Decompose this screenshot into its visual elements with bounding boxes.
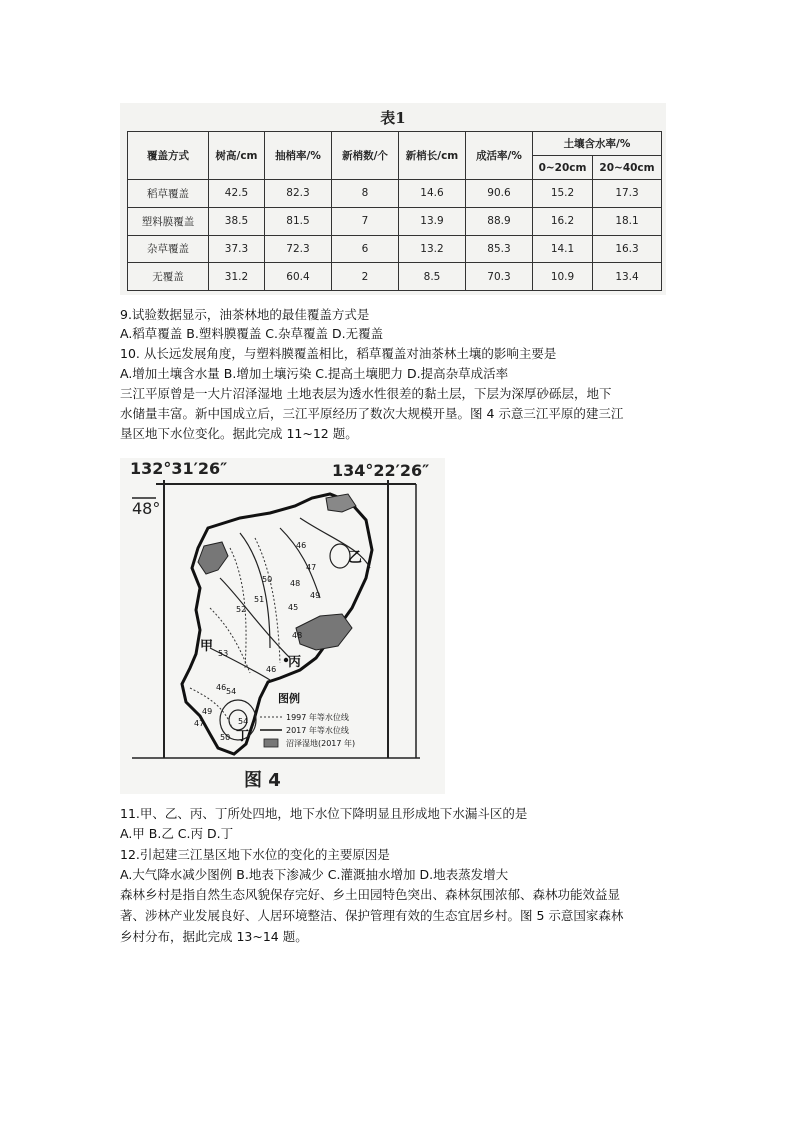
table-cell: 88.9	[466, 207, 533, 235]
q9-options: A.稻草覆盖 B.塑料膜覆盖 C.杂草覆盖 D.无覆盖	[120, 326, 384, 341]
contour-label: 54	[226, 687, 237, 696]
table-cell: 14.6	[399, 180, 466, 208]
contour-label: 54	[238, 717, 249, 726]
table-cell: 60.4	[265, 263, 332, 291]
table-cell: 85.3	[466, 235, 533, 263]
contour-label: 51	[254, 595, 265, 604]
table-cell: 14.1	[533, 235, 593, 263]
table-cell: 72.3	[265, 235, 332, 263]
contour-label: 47	[194, 719, 205, 728]
table-cell: 37.3	[209, 235, 265, 263]
table-cell: 8.5	[399, 263, 466, 291]
table-cell: 16.2	[533, 207, 593, 235]
contour-label: 52	[236, 605, 247, 614]
table-cell: 13.2	[399, 235, 466, 263]
table-title: 表1	[380, 109, 406, 127]
place-ding: 丁	[236, 729, 250, 744]
table-cell: 7	[332, 207, 399, 235]
lon-right-label: 134°22′26″	[332, 461, 430, 480]
legend-1997: 1997 年等水位线	[286, 713, 349, 722]
contour-label: 49	[310, 591, 321, 600]
q12-options: A.大气降水减少图例 B.地表下渗减少 C.灌溉抽水增加 D.地表蒸发增大	[120, 867, 509, 882]
legend-2017: 2017 年等水位线	[286, 726, 349, 735]
th-new-shoots: 新梢数/个	[332, 132, 399, 180]
table-row	[128, 180, 662, 208]
th-shoot-rate: 抽梢率/%	[265, 132, 332, 180]
table-cell: 70.3	[466, 263, 533, 291]
table-cell: 10.9	[533, 263, 593, 291]
contour-label: 50	[220, 733, 231, 742]
data-table	[127, 131, 662, 291]
table-cell: 无覆盖	[128, 263, 209, 291]
table-cell: 杂草覆盖	[128, 235, 209, 263]
table-cell: 42.5	[209, 180, 265, 208]
q12-stem: 12.引起建三江垦区地下水位的变化的主要原因是	[120, 847, 390, 862]
table-scan	[120, 103, 666, 295]
th-soil: 土壤含水率/%	[533, 132, 662, 156]
place-bing: 丙	[288, 655, 302, 670]
table-cell: 6	[332, 235, 399, 263]
table-cell: 90.6	[466, 180, 533, 208]
q11-options: A.甲 B.乙 C.丙 D.丁	[120, 826, 234, 841]
contour-label: 48	[290, 579, 301, 588]
legend-title: 图例	[278, 692, 300, 705]
contour-label: 48	[292, 631, 303, 640]
contour-label: 46	[296, 541, 307, 550]
contour-label: 53	[218, 649, 229, 658]
th-method: 覆盖方式	[128, 132, 209, 180]
table-cell: 13.9	[399, 207, 466, 235]
table-cell: 38.5	[209, 207, 265, 235]
table-cell: 18.1	[593, 207, 662, 235]
passage2-line2: 著、涉林产业发展良好、人居环境整洁、保护管理有效的生态宜居乡村。图 5 示意国家森林	[120, 908, 624, 923]
table-cell: 82.3	[265, 180, 332, 208]
contour-label: 46	[266, 665, 277, 674]
table-cell: 16.3	[593, 235, 662, 263]
legend-wetland: 沼泽湿地(2017 年)	[286, 739, 356, 748]
place-jia: 甲	[200, 639, 214, 654]
contour-label: 49	[202, 707, 213, 716]
map-figure	[120, 458, 445, 794]
th-depth2: 20~40cm	[593, 156, 662, 180]
place-yi: 乙	[348, 550, 362, 566]
q10-options: A.增加土壤含水量 B.增加土壤污染 C.提高土壤肥力 D.提高杂草成活率	[120, 366, 509, 381]
wetland-patch	[198, 542, 228, 574]
wetland-patch	[326, 494, 356, 512]
table-cell: 31.2	[209, 263, 265, 291]
table-cell: 81.5	[265, 207, 332, 235]
table-row	[128, 263, 662, 291]
q11-stem: 11.甲、乙、丙、丁所处四地，地下水位下降明显且形成地下水漏斗区的是	[120, 806, 528, 821]
table-row	[128, 235, 662, 263]
lon-left-label: 132°31′26″	[130, 459, 228, 478]
contour-label: 45	[288, 603, 299, 612]
table-cell: 2	[332, 263, 399, 291]
passage1-line3: 垦区地下水位变化。据此完成 11~12 题。	[120, 426, 358, 441]
figure-caption: 图 4	[244, 770, 281, 791]
lat-label: 48°	[132, 499, 161, 518]
map-svg	[120, 458, 445, 794]
table-cell: 8	[332, 180, 399, 208]
th-survival: 成活率/%	[466, 132, 533, 180]
q9-stem: 9.试验数据显示，油茶林地的最佳覆盖方式是	[120, 307, 370, 322]
contour-label: 46	[216, 683, 227, 692]
contour-label: 50	[262, 575, 273, 584]
passage2-line1: 森林乡村是指自然生态风貌保存完好、乡土田园特色突出、森林氛围浓郁、森林功能效益显	[120, 887, 621, 902]
table-cell: 17.3	[593, 180, 662, 208]
wetland-patch	[296, 614, 352, 650]
contour-label: 47	[306, 563, 317, 572]
th-new-length: 新梢长/cm	[399, 132, 466, 180]
passage1-line2: 水储量丰富。新中国成立后，三江平原经历了数次大规模开垦。图 4 示意三江平原的建三江	[120, 406, 624, 421]
th-height: 树高/cm	[209, 132, 265, 180]
passage1-line1: 三江平原曾是一大片沼泽湿地 土地表层为透水性很差的黏土层，下层为深厚砂砾层，地下	[120, 386, 612, 401]
table-cell: 塑料膜覆盖	[128, 207, 209, 235]
table-cell: 13.4	[593, 263, 662, 291]
th-depth1: 0~20cm	[533, 156, 593, 180]
table-cell: 15.2	[533, 180, 593, 208]
passage2-line3: 乡村分布，据此完成 13~14 题。	[120, 929, 308, 944]
q10-stem: 10. 从长远发展角度，与塑料膜覆盖相比，稻草覆盖对油茶林土壤的影响主要是	[120, 346, 557, 361]
table-row	[128, 207, 662, 235]
table-cell: 稻草覆盖	[128, 180, 209, 208]
